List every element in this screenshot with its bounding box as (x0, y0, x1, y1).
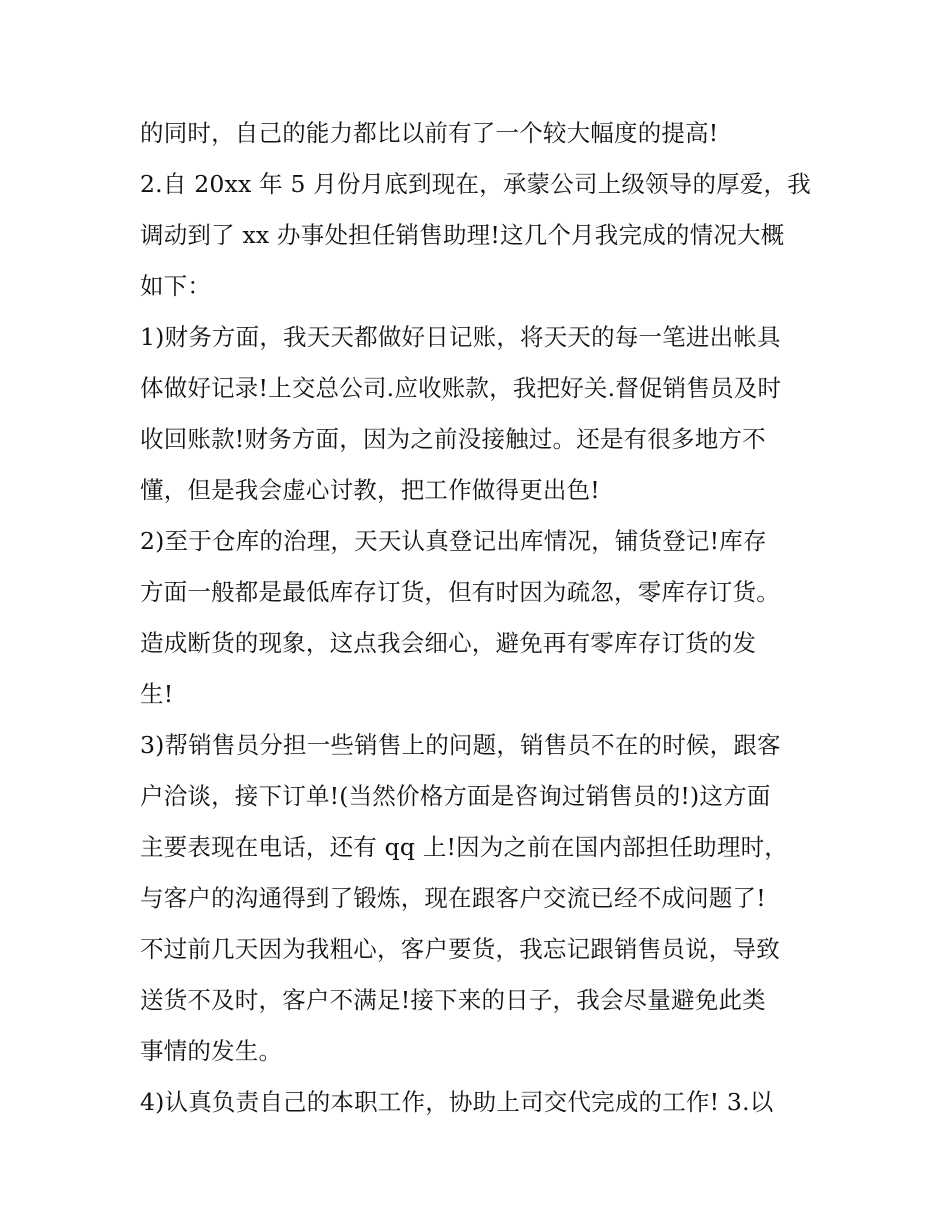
text-line: 如下： (140, 272, 212, 300)
document-body (140, 108, 820, 1128)
text-line: 不过前几天因为我粗心，客户要货，我忘记跟销售员说，导致 (140, 935, 780, 963)
text-line: 4)认真负责自己的本职工作，协助上司交代完成的工作! 3.以 (140, 1088, 774, 1116)
text-line: 收回账款!财务方面，因为之前没接触过。还是有很多地方不 (140, 425, 766, 453)
text-line: 送货不及时，客户不满足!接下来的日子，我会尽量避免此类 (140, 986, 766, 1014)
text-line: 3)帮销售员分担一些销售上的问题，销售员不在的时候，跟客 (140, 731, 781, 759)
text-line: 主要表现在电话，还有 qq 上!因为之前在国内部担任助理时， (140, 833, 788, 861)
text-line: 体做好记录!上交总公司.应收账款，我把好关.督促销售员及时 (140, 374, 782, 402)
text-line: 的同时，自己的能力都比以前有了一个较大幅度的提高! (140, 119, 719, 147)
text-line: 事情的发生。 (140, 1037, 283, 1065)
text-line: 生! (140, 680, 174, 708)
text-line: 与客户的沟通得到了锻炼，现在跟客户交流已经不成问题了! (140, 884, 766, 912)
text-line: 2.自 20xx 年 5 月份月底到现在，承蒙公司上级领导的厚爱，我 (140, 170, 811, 198)
text-line: 方面一般都是最低库存订货，但有时因为疏忽，零库存订货。 (140, 578, 780, 606)
text-line: 造成断货的现象，这点我会细心，避免再有零库存订货的发 (140, 629, 757, 657)
text-line: 2)至于仓库的治理，天天认真登记出库情况，铺货登记!库存 (140, 527, 767, 555)
text-line: 调动到了 xx 办事处担任销售助理!这几个月我完成的情况大概 (140, 221, 785, 249)
text-line: 户洽谈，接下订单!(当然价格方面是咨询过销售员的!)这方面 (140, 782, 771, 810)
text-line: 1)财务方面，我天天都做好日记账，将天天的每一笔进出帐具 (140, 323, 781, 351)
text-line: 懂，但是我会虚心讨教，把工作做得更出色! (140, 476, 600, 504)
